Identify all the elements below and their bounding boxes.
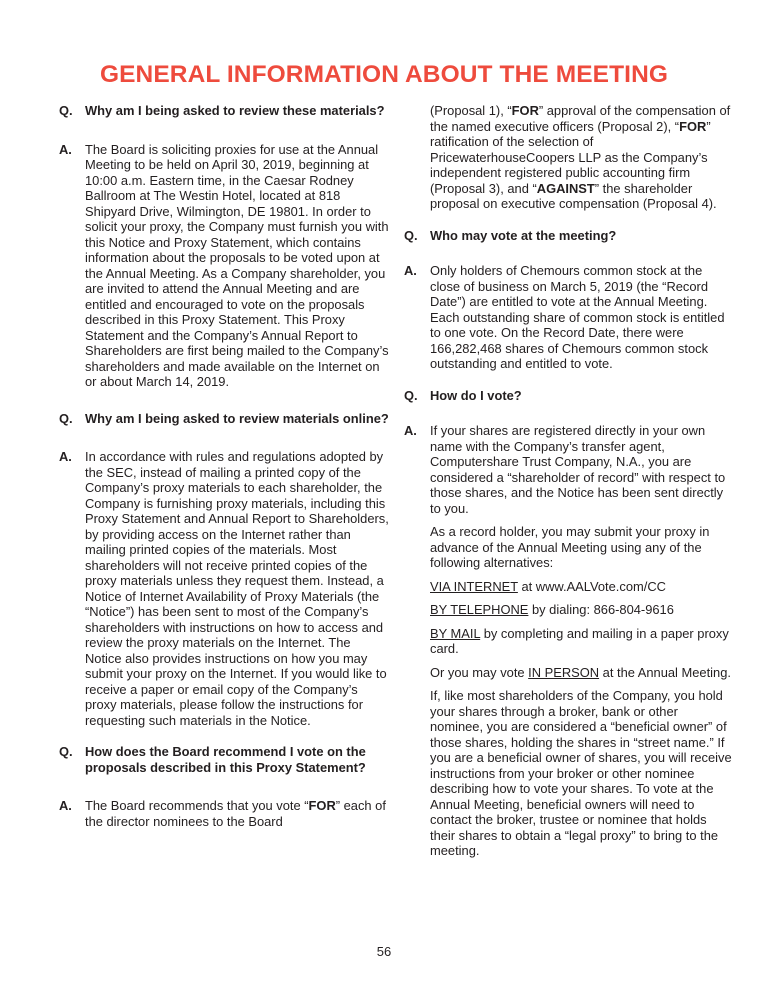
a-label: A. bbox=[59, 141, 72, 157]
a-label: A. bbox=[404, 423, 417, 438]
a-label: A. bbox=[59, 449, 72, 464]
a-label: A. bbox=[59, 798, 72, 813]
page-number: 56 bbox=[376, 944, 392, 959]
answer-text: Only holders of Chemours common stock at the close of business on March 5, 2019 (the “Record Date”) are entitled to vote at the Annual Meeting. Each outstanding share of common stock is entitled to one vote. On the Record Date, there were 166,282,468 shares of Chemours common stock outstanding and entitled to vote. bbox=[430, 263, 725, 371]
answer-1 bbox=[59, 142, 389, 390]
vote-telephone bbox=[430, 602, 734, 618]
text: The Board recommends that you vote “ bbox=[85, 798, 309, 813]
emphasis-for: FOR bbox=[679, 118, 707, 134]
question-1 bbox=[59, 103, 389, 119]
text: Or you may vote bbox=[430, 664, 529, 680]
page-title: GENERAL INFORMATION ABOUT THE MEETING bbox=[99, 61, 669, 88]
left-column bbox=[59, 103, 389, 829]
vote-internet bbox=[430, 579, 734, 595]
answer-3 bbox=[59, 798, 389, 829]
answer-text: In accordance with rules and regulations adopted by the SEC, instead of mailing a printed copy of the Company’s proxy materials to each shareholder, the Company is furnishing proxy materials, including this Proxy Statement and Annual Report to Shareholders, by providing access on the Internet rather than mailing printed copies of the materials. Most shareholders will not receive printed copies of the proxy materials unless they request them. Instead, a Notice of Internet Availability of Proxy Materials (the “Notice”) has been sent to most of the Company’s shareholders with instructions on how to access and review the proxy materials on the Internet. The Notice also provides instructions on how you may submit your proxy on the Internet. If you would like to receive a paper or email copy of the Company’s proxy materials, please follow the instructions for requesting such materials in the Notice. bbox=[85, 449, 389, 728]
q-label: Q. bbox=[404, 227, 418, 243]
question-5 bbox=[404, 388, 734, 404]
q-label: Q. bbox=[59, 410, 73, 426]
internet-label: VIA INTERNET bbox=[430, 578, 518, 594]
emphasis-against: AGAINST bbox=[536, 180, 595, 196]
right-column bbox=[404, 103, 734, 859]
telephone-number: by dialing: 866-804-9616 bbox=[528, 602, 674, 617]
question-text: How does the Board recommend I vote on the proposals described in this Proxy Statement? bbox=[85, 744, 366, 775]
answer-text bbox=[430, 103, 734, 212]
emphasis-for: FOR bbox=[511, 103, 539, 118]
text: ” ratification of the selection of PricewaterhouseCoopers LLP as the Company’s independent registered public accounting firm (Proposal 3), and “ bbox=[430, 118, 711, 196]
mail-label: BY MAIL bbox=[430, 625, 481, 641]
q-label: Q. bbox=[59, 103, 73, 118]
text: at the Annual Meeting. bbox=[599, 664, 731, 680]
answer-4 bbox=[404, 263, 734, 372]
q-label: Q. bbox=[59, 744, 73, 759]
question-text: How do I vote? bbox=[430, 387, 522, 403]
answer-text: As a record holder, you may submit your proxy in advance of the Annual Meeting using any of the following alternatives: bbox=[430, 524, 710, 570]
text: (Proposal 1), “ bbox=[430, 103, 512, 118]
telephone-label: BY TELEPHONE bbox=[430, 602, 529, 617]
question-4 bbox=[404, 228, 734, 244]
emphasis-for: FOR bbox=[308, 798, 336, 813]
answer-3-continued bbox=[404, 103, 734, 212]
text: ” each of the director nominees to the Board bbox=[85, 798, 386, 829]
question-text: Why am I being asked to review materials online? bbox=[85, 410, 389, 426]
answer-text: The Board is soliciting proxies for use at the Annual Meeting to be held on April 30, 2019, beginning at 10:00 a.m. Eastern time, in the Caesar Rodney Ballroom at The Westin Hotel, located at 818 Shipyard Drive, Wilmington, DE 19801. In order to solicit your proxy, the Company must furnish you with this Notice and Proxy Statement, which contains information about the proposals to be voted upon at the Annual Meeting. As a Company shareholder, you are invited to attend the Annual Meeting and are entitled and encouraged to vote on the proposals described in this Proxy Statement. This Proxy Statement and the Company’s Annual Report to Shareholders are first being mailed to the Company’s shareholders and made available on the Internet on or about March 14, 2019. bbox=[85, 141, 389, 389]
answer-text: If your shares are registered directly in your own name with the Company’s transfer agent, Computershare Trust Company, N.A., you are considered a “shareholder of record” with respect to those shares, and the Notice has been sent directly to you. bbox=[430, 423, 726, 516]
answer-text bbox=[85, 798, 389, 829]
text: ” approval of the compensation of the named executive officers (Proposal 2), “ bbox=[430, 103, 731, 134]
answer-5 bbox=[404, 423, 734, 859]
question-text: Who may vote at the meeting? bbox=[430, 227, 617, 243]
q-label: Q. bbox=[404, 387, 418, 403]
question-3 bbox=[59, 744, 389, 775]
in-person-label: IN PERSON bbox=[528, 664, 600, 680]
vote-in-person bbox=[430, 665, 734, 681]
a-label: A. bbox=[404, 263, 417, 278]
answer-2 bbox=[59, 449, 389, 728]
answer-text: If, like most shareholders of the Company, you hold your shares through a broker, bank or other nominee, you are considered a “beneficial owner” of those shares, holding the shares in “street name.” If you are a beneficial owner of shares, you will receive instructions from your broker or other nominee describing how to vote your shares. To vote at the Annual Meeting, beneficial owners will need to contact the broker, trustee or nominee that holds their shares to obtain a “legal proxy” to bring to the meeting. bbox=[430, 688, 732, 858]
text: by completing and mailing in a paper proxy card. bbox=[430, 625, 729, 656]
vote-mail bbox=[430, 626, 734, 657]
text: ” the shareholder proposal on executive compensation (Proposal 4). bbox=[430, 180, 717, 211]
question-text: Why am I being asked to review these materials? bbox=[85, 103, 385, 118]
question-2 bbox=[59, 411, 389, 427]
internet-url[interactable]: at www.AALVote.com/CC bbox=[517, 578, 666, 594]
